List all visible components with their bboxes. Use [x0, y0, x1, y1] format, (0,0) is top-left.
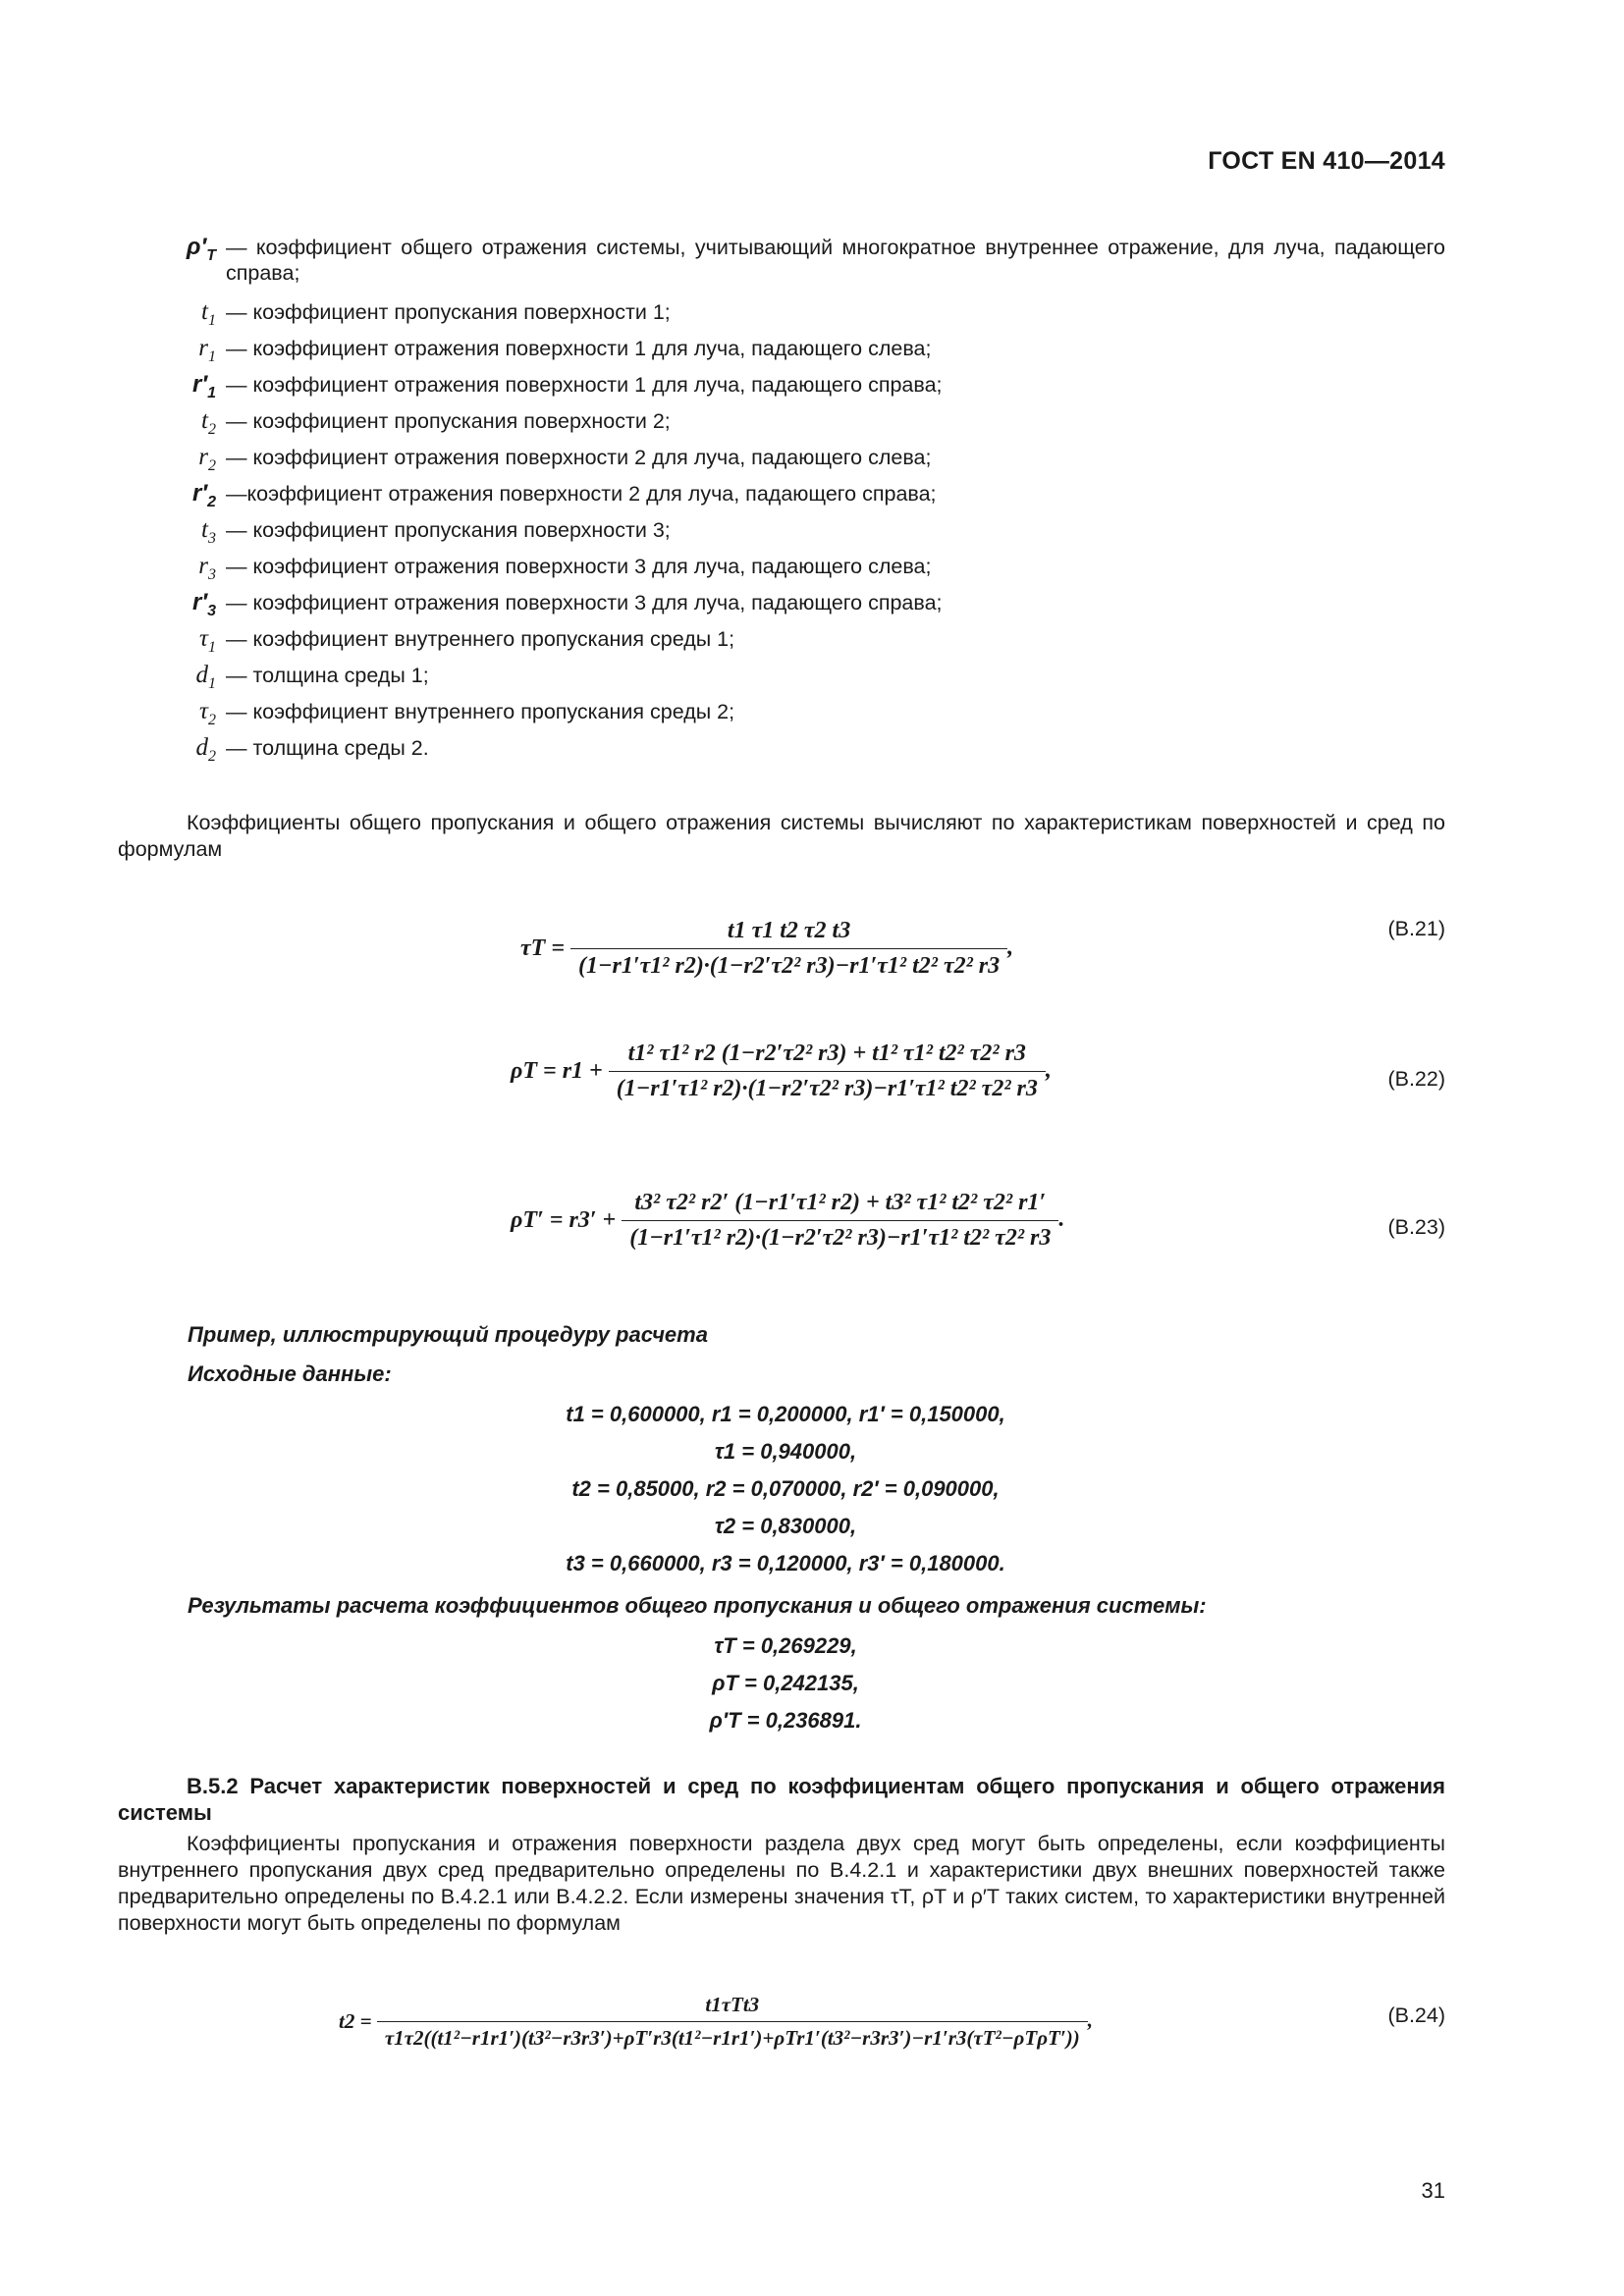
definition-row	[118, 481, 1445, 517]
definition-symbol	[118, 735, 226, 770]
symbol-subscript: T	[206, 246, 216, 264]
definitions-list	[118, 235, 1445, 772]
definition-symbol	[118, 235, 226, 269]
definition-row	[118, 663, 1445, 699]
intro-paragraph: Коэффициенты общего пропускания и общего отражения системы вычисляют по характеристикам поверхностей и сред по формулам	[118, 811, 1445, 861]
definition-row	[118, 735, 1445, 772]
example-input-lines	[393, 1396, 1178, 1582]
symbol-base: r	[198, 553, 208, 579]
definition-row	[118, 517, 1445, 554]
symbol-base: r′	[192, 589, 208, 615]
symbol-base: ρ′	[186, 234, 207, 260]
symbol-base: r′	[192, 480, 208, 507]
numerator: t1 τ1 t2 τ2 t3	[727, 918, 851, 943]
page-number: 31	[1421, 2178, 1445, 2203]
formula-b22	[511, 1041, 1052, 1102]
definition-text: — коэффициент пропускания поверхности 1;	[226, 300, 671, 324]
fraction	[570, 918, 1007, 980]
symbol-subscript: 1	[208, 348, 216, 365]
definition-row	[118, 626, 1445, 663]
symbol-base: d	[195, 734, 208, 761]
definition-row	[118, 372, 1445, 408]
definition-symbol	[118, 590, 226, 624]
symbol-base: t	[201, 298, 208, 325]
definition-text: — коэффициент внутреннего пропускания среды 1;	[226, 627, 735, 651]
definition-row	[118, 235, 1445, 299]
denominator: τ1τ2((t1²−r1r1′)(t3²−r3r3′)+ρT′r3(t1²−r1r1′)+ρTr1′(t3²−r3r3′)−r1′r3(τT²−ρTρT′))	[377, 2021, 1088, 2051]
definition-text: — толщина среды 2.	[226, 736, 429, 760]
symbol-subscript: 2	[208, 421, 216, 438]
definition-row	[118, 408, 1445, 445]
symbol-base: r	[198, 335, 208, 361]
definition-text: — коэффициент отражения поверхности 2 для луча, падающего слева;	[226, 446, 932, 469]
formula-b21	[520, 918, 1013, 980]
formula-tail: ,	[1087, 2007, 1093, 2032]
definition-row	[118, 554, 1445, 590]
formula-tail: ,	[1045, 1057, 1052, 1084]
definition-row	[118, 699, 1445, 735]
definition-symbol	[118, 554, 226, 588]
symbol-base: τ	[199, 625, 208, 652]
input-line: t1 = 0,600000, r1 = 0,200000, r1′ = 0,150000,	[566, 1402, 1005, 1426]
definition-symbol	[118, 699, 226, 733]
symbol-subscript: 1	[207, 384, 216, 401]
example-title: Пример, иллюстрирующий процедуру расчета	[188, 1322, 708, 1347]
results-label: Результаты расчета коэффициентов общего пропускания и общего отражения системы:	[188, 1593, 1207, 1618]
formula-lhs: ρT = r1 +	[511, 1058, 603, 1084]
definition-text: — коэффициент отражения поверхности 1 для луча, падающего справа;	[226, 373, 943, 397]
definition-row	[118, 590, 1445, 626]
definition-symbol	[118, 408, 226, 443]
symbol-subscript: 2	[208, 457, 216, 474]
input-line: t2 = 0,85000, r2 = 0,070000, r2′ = 0,090000,	[571, 1476, 1000, 1501]
fraction	[377, 1993, 1088, 2051]
definition-text: — толщина среды 1;	[226, 664, 429, 687]
equation-number: (В.22)	[1387, 1067, 1445, 1091]
formula-lhs: τT =	[520, 935, 565, 961]
definition-row	[118, 299, 1445, 336]
standard-code: ГОСТ EN 410—2014	[1208, 147, 1445, 175]
result-line: ρ′T = 0,236891.	[709, 1708, 862, 1733]
symbol-base: r	[198, 444, 208, 470]
definition-text: — коэффициент внутреннего пропускания среды 2;	[226, 700, 735, 723]
formula-b23	[511, 1190, 1064, 1252]
numerator: t1² τ1² r2 (1−r2′τ2² r3) + t1² τ1² t2² τ2² r3	[627, 1041, 1026, 1066]
symbol-base: t	[201, 516, 208, 543]
symbol-subscript: 2	[208, 748, 216, 765]
definition-symbol	[118, 445, 226, 479]
equation-number: (В.23)	[1387, 1215, 1445, 1239]
symbol-subscript: 3	[208, 566, 216, 583]
symbol-subscript: 3	[208, 530, 216, 547]
denominator: (1−r1′τ1² r2)·(1−r2′τ2² r3)−r1′τ1² t2² τ2² r3	[622, 1220, 1058, 1252]
symbol-base: t	[201, 407, 208, 434]
symbol-base: d	[195, 662, 208, 688]
input-line: τ1 = 0,940000,	[714, 1439, 857, 1464]
symbol-subscript: 2	[207, 493, 216, 510]
denominator: (1−r1′τ1² r2)·(1−r2′τ2² r3)−r1′τ1² t2² τ2² r3	[570, 948, 1007, 980]
definition-text: — коэффициент общего отражения системы, учитывающий многократное внутреннее отражение, для луча, падающего справа;	[226, 236, 1445, 285]
formula-tail: ,	[1007, 934, 1014, 961]
definition-symbol	[118, 626, 226, 661]
definition-text: —коэффициент отражения поверхности 2 для луча, падающего справа;	[226, 482, 937, 506]
result-line: τT = 0,269229,	[714, 1633, 857, 1658]
result-lines	[393, 1628, 1178, 1739]
definition-symbol	[118, 663, 226, 697]
definition-symbol	[118, 517, 226, 552]
numerator: t1τTt3	[705, 1993, 760, 2016]
fraction	[622, 1190, 1058, 1252]
symbol-subscript: 1	[208, 312, 216, 329]
definition-symbol	[118, 372, 226, 406]
symbol-subscript: 3	[207, 602, 216, 619]
definition-text: — коэффициент отражения поверхности 3 для луча, падающего справа;	[226, 591, 943, 614]
definition-text: — коэффициент пропускания поверхности 2;	[226, 409, 671, 433]
example-input-label: Исходные данные:	[188, 1362, 392, 1386]
definition-row	[118, 445, 1445, 481]
result-line: ρT = 0,242135,	[712, 1671, 859, 1695]
equation-number: (В.21)	[1387, 917, 1445, 940]
formula-b24	[339, 1993, 1093, 2051]
definition-text: — коэффициент отражения поверхности 3 для луча, падающего слева;	[226, 555, 932, 578]
formula-lhs: ρT′ = r3′ +	[511, 1207, 617, 1233]
definition-text: — коэффициент отражения поверхности 1 для луча, падающего слева;	[226, 337, 932, 360]
section-heading: В.5.2 Расчет характеристик поверхностей и сред по коэффициентам общего пропускания и общего отражения системы	[118, 1774, 1445, 1825]
input-line: t3 = 0,660000, r3 = 0,120000, r3′ = 0,180000.	[566, 1551, 1005, 1575]
symbol-subscript: 1	[208, 639, 216, 656]
formula-tail: .	[1058, 1206, 1065, 1233]
definition-symbol	[118, 481, 226, 515]
definition-text: — коэффициент пропускания поверхности 3;	[226, 518, 671, 542]
fraction	[609, 1041, 1046, 1102]
numerator: t3² τ2² r2′ (1−r1′τ1² r2) + t3² τ1² t2² τ2² r1′	[634, 1190, 1047, 1215]
definition-row	[118, 336, 1445, 372]
definition-symbol	[118, 336, 226, 370]
symbol-subscript: 2	[208, 712, 216, 728]
definition-symbol	[118, 299, 226, 334]
input-line: τ2 = 0,830000,	[714, 1514, 857, 1538]
symbol-base: τ	[199, 698, 208, 724]
symbol-subscript: 1	[208, 675, 216, 692]
symbol-base: r′	[192, 371, 208, 398]
section-body: Коэффициенты пропускания и отражения поверхности раздела двух сред могут быть определены, если коэффициенты внутреннего пропускания двух сред предварительно определены по В.4.2.1 и характеристики двух внешних поверхностей также предварительно определены по В.4.2.1 или В.4.2.2. Если измерены значения τT, ρT и ρ′T таких систем, то характеристики внутренней поверхности могут быть определены по формулам	[118, 1832, 1445, 1935]
equation-number: (В.24)	[1387, 2003, 1445, 2027]
formula-lhs: t2 =	[339, 2009, 372, 2033]
denominator: (1−r1′τ1² r2)·(1−r2′τ2² r3)−r1′τ1² t2² τ2² r3	[609, 1071, 1046, 1102]
